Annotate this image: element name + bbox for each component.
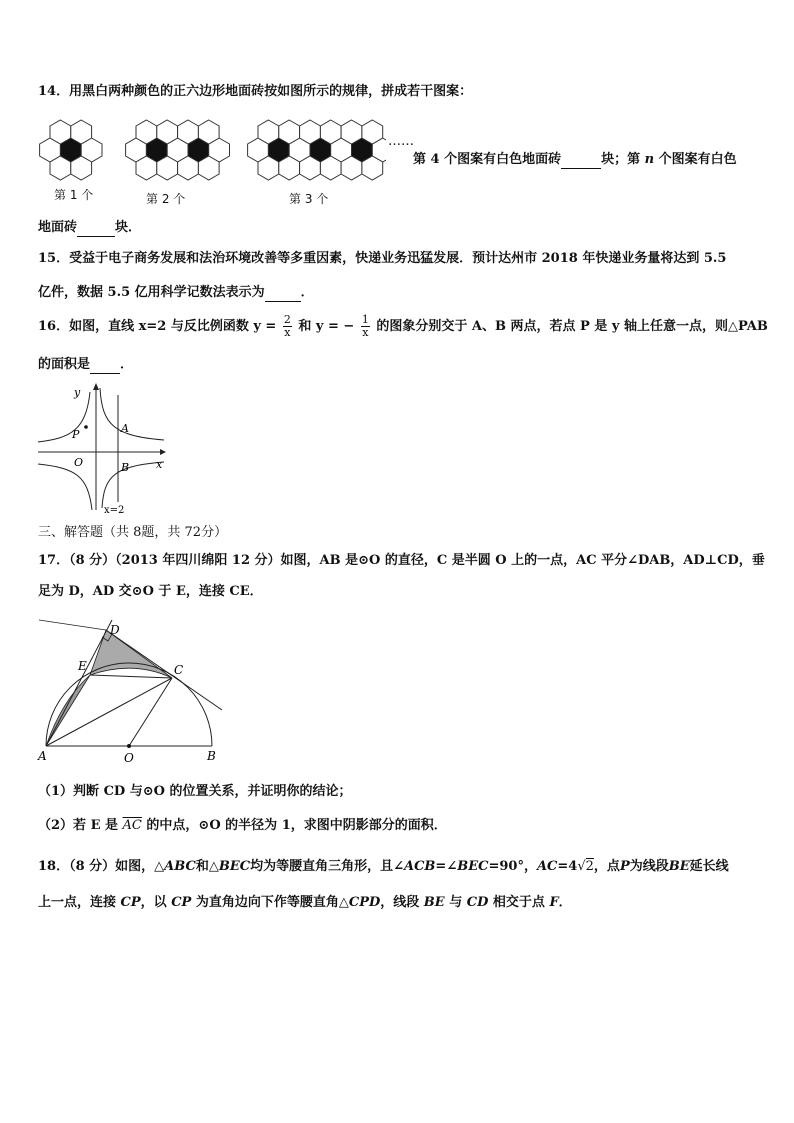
curve-neg-1-over-x-q2 bbox=[38, 392, 90, 442]
q16-text-c: 的图象分别交于 A、B 两点，若点 P 是 y 轴上任意一点，则△PAB bbox=[376, 319, 768, 334]
q14-caption-1: 第 1 个 bbox=[54, 188, 94, 202]
label-c: C bbox=[174, 663, 184, 677]
q17-geometry-figure bbox=[34, 612, 234, 770]
q18-line-2 bbox=[38, 894, 572, 912]
q18-t1: 均为等腰直角三角形，且∠ bbox=[250, 859, 404, 874]
q16-text-e: ． bbox=[120, 357, 134, 372]
q18-l2-cpd: CPD bbox=[348, 895, 381, 910]
label-x-eq-2: x=2 bbox=[104, 505, 125, 515]
label-x: x bbox=[156, 458, 163, 471]
point-p bbox=[84, 425, 88, 429]
q18-l2-cp-2: CP bbox=[171, 895, 192, 910]
q17-subquestion-2 bbox=[38, 817, 447, 835]
label-a: A bbox=[38, 749, 47, 763]
line-cd bbox=[106, 630, 222, 710]
q14-stem: 14．用黑白两种颜色的正六边形地面砖按如图所示的规律，拼成若干图案： bbox=[38, 84, 473, 99]
q18-t-pre: 18．（8 分）如图，△ bbox=[38, 859, 165, 874]
q18-sqrt-value: 2 bbox=[585, 859, 594, 874]
label-b: B bbox=[207, 749, 216, 763]
q14-line-part1 bbox=[413, 150, 737, 169]
line-ad bbox=[46, 620, 112, 746]
q18-acb: ACB bbox=[404, 859, 436, 874]
q15-line-2 bbox=[38, 283, 314, 302]
q18-and: 和△ bbox=[195, 859, 219, 874]
q14-caption-3: 第 3 个 bbox=[289, 192, 329, 206]
q16-line-1 bbox=[38, 314, 768, 339]
q15-text-a: 亿件，数据 5.5 亿用科学记数法表示为 bbox=[38, 285, 265, 300]
q16-den-2: x bbox=[362, 326, 369, 339]
q18-t5: 为线段 bbox=[629, 859, 669, 874]
q18-t4: ，点 bbox=[593, 859, 620, 874]
q16-text-d: 的面积是 bbox=[38, 357, 91, 372]
q14-text-a: 第 4 个图案有白色地面砖 bbox=[413, 152, 562, 167]
q14-text-b: 块；第 bbox=[601, 152, 641, 167]
q18-l2-cd: CD bbox=[466, 895, 489, 910]
q16-den-1: x bbox=[284, 326, 291, 339]
q15-line-1: 15．受益于电子商务发展和法治环境改善等多重因素，快递业务迅猛发展．预计达州市 2018 年快递业务量将达到 5.5 bbox=[38, 251, 727, 266]
q18-l2-f: F bbox=[549, 895, 559, 910]
label-p: P bbox=[72, 428, 80, 441]
q14-text-d: 地面砖 bbox=[38, 220, 78, 235]
curve-2-over-x-q3 bbox=[38, 464, 92, 510]
q14-blank-1 bbox=[561, 150, 601, 169]
q17-line-2: 足为 D，AD 交⊙O 于 E，连接 CE． bbox=[38, 584, 263, 599]
q16-text-b: 和 y = − bbox=[298, 319, 355, 334]
q18-t2: =90°， bbox=[488, 859, 537, 874]
curve-2-over-x-q1 bbox=[100, 388, 164, 440]
label-d: D bbox=[110, 623, 120, 637]
q16-num-1: 2 bbox=[283, 313, 291, 326]
q18-l2-6: ，线段 bbox=[380, 895, 424, 910]
q14-ellipsis: …… bbox=[388, 134, 414, 149]
q18-p: P bbox=[619, 859, 630, 874]
q16-fraction-1 bbox=[283, 314, 292, 339]
q16-text-a: 16．如图，直线 x=2 与反比例函数 y = bbox=[38, 319, 277, 334]
q17-line-1: 17．（8 分）（2013 年四川绵阳 12 分）如图，AB 是⊙O 的直径，C 是半圆 O 上的一点，AC 平分∠DAB，AD⊥CD，垂 bbox=[38, 553, 765, 568]
chord-ec bbox=[90, 675, 172, 678]
label-y: y bbox=[74, 386, 81, 399]
q18-l2-4: 为直角边向下作等腰直角△ bbox=[191, 895, 349, 910]
q18-abc: ABC bbox=[164, 859, 196, 874]
q15-blank bbox=[265, 283, 301, 302]
q18-ac: AC bbox=[536, 859, 558, 874]
q14-text-e: 块． bbox=[115, 220, 142, 235]
q18-l2-12: ． bbox=[558, 895, 572, 910]
q18-l2-cp: CP bbox=[120, 895, 141, 910]
section-3-heading: 三、解答题（共 8题，共 72分） bbox=[38, 525, 228, 540]
q18-l2-8: 与 bbox=[444, 895, 467, 910]
q18-bec: BEC bbox=[218, 859, 251, 874]
segment-oc bbox=[129, 678, 172, 746]
q17-arc-ac: $\overline{AC}$ bbox=[122, 818, 142, 833]
q16-num-2: 1 bbox=[361, 313, 369, 326]
q18-eq: =∠ bbox=[435, 859, 458, 874]
q18-t6: 延长线 bbox=[689, 859, 729, 874]
q17-sub2-text-b: 的中点，⊙O 的半径为 1，求图中阴影部分的面积． bbox=[146, 818, 447, 833]
q14-blank-2 bbox=[77, 218, 115, 237]
q14-caption-2: 第 2 个 bbox=[146, 192, 186, 206]
q14-var-n: n bbox=[644, 152, 655, 167]
q18-be: BE bbox=[668, 859, 690, 874]
shaded-region-ae bbox=[46, 675, 90, 746]
q16-blank bbox=[90, 355, 120, 374]
label-o: O bbox=[124, 751, 134, 765]
label-o: O bbox=[74, 456, 84, 469]
q18-bec-2: BEC bbox=[457, 859, 489, 874]
q16-line-2 bbox=[38, 355, 133, 374]
q18-line-1 bbox=[38, 858, 729, 876]
sqrt-icon: √ bbox=[577, 859, 586, 874]
line-extension bbox=[39, 620, 106, 630]
curve-neg-1-over-x-q4 bbox=[102, 462, 164, 508]
label-b: B bbox=[121, 461, 130, 474]
x-axis-arrow-icon bbox=[160, 449, 166, 455]
q18-l2-2: ，以 bbox=[140, 895, 172, 910]
q16-graph bbox=[36, 380, 171, 515]
q16-fraction-2 bbox=[361, 314, 370, 339]
q14-line-part2 bbox=[38, 218, 141, 237]
label-a: A bbox=[121, 422, 129, 435]
q18-l2-10: 相交于点 bbox=[488, 895, 550, 910]
q17-sub2-text-a: （2）若 E 是 bbox=[38, 818, 119, 833]
q14-hexagon-patterns bbox=[36, 110, 386, 185]
q18-t3: =4 bbox=[557, 859, 578, 874]
q18-l2-0: 上一点，连接 bbox=[38, 895, 121, 910]
label-e: E bbox=[78, 659, 87, 673]
q15-text-b: ． bbox=[300, 285, 314, 300]
q14-text-c: 个图案有白色 bbox=[658, 152, 737, 167]
center-o bbox=[127, 744, 131, 748]
q17-subquestion-1: （1）判断 CD 与⊙O 的位置关系，并证明你的结论； bbox=[38, 784, 352, 799]
y-axis-arrow-icon bbox=[93, 383, 99, 390]
q18-l2-be: BE bbox=[423, 895, 445, 910]
